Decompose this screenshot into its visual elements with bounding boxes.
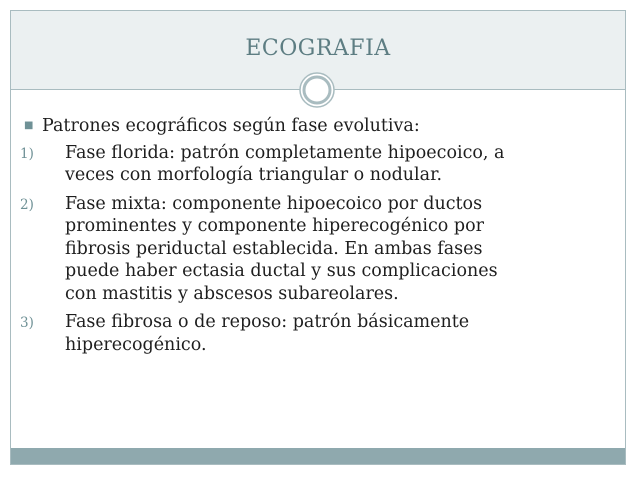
item-line: puede haber ectasia ductal y sus complicaciones — [65, 261, 498, 281]
item-line: prominentes y componente hiperecogénico por — [65, 216, 485, 236]
item-number: 1) — [20, 145, 34, 162]
slide-title: ECOGRAFIA — [245, 36, 391, 61]
item-number: 3) — [20, 315, 34, 331]
square-bullet-icon: ■ — [24, 120, 34, 131]
item-line: Fase mixta: componente hipoecoico por ductos — [65, 193, 483, 214]
item-number: 2) — [20, 196, 34, 213]
numbered-item-1 — [20, 142, 595, 187]
item-line: Fase florida: patrón completamente hipoecoico, a — [65, 142, 505, 163]
numbered-item-3 — [20, 311, 595, 356]
bullet-item — [20, 115, 595, 138]
item-line: fibrosis periductal establecida. En ambas fases — [65, 238, 483, 259]
item-line: hiperecogénico. — [65, 334, 207, 355]
numbered-item-2 — [20, 193, 595, 306]
slide-body — [20, 115, 595, 362]
item-line: con mastitis y abscesos subareolares. — [65, 283, 399, 304]
item-line: Fase fibrosa o de reposo: patrón básicamente — [65, 312, 470, 332]
circle-ornament-icon — [298, 71, 336, 109]
item-line: veces con morfología triangular o nodular. — [65, 165, 443, 185]
bullet-text: Patrones ecográficos según fase evolutiva: — [42, 116, 420, 136]
bottom-band — [11, 448, 625, 464]
